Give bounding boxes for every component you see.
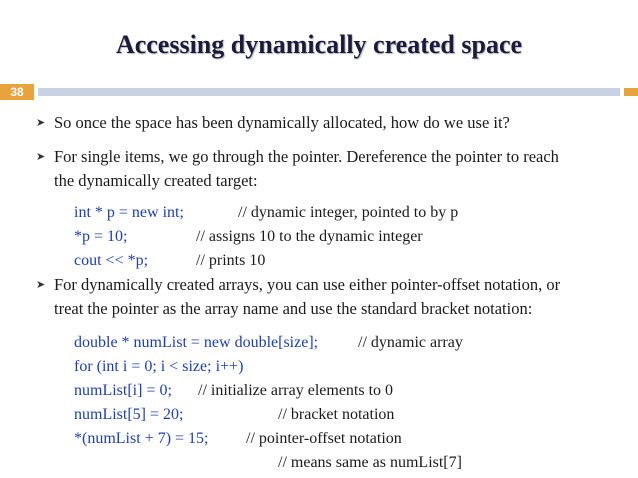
code-line: numList[5] = 20; <box>74 406 184 423</box>
comment-text: // prints 10 <box>196 252 266 269</box>
rule-band <box>38 88 620 96</box>
code-comment <box>358 331 463 355</box>
arrow-bullet-icon: ➤ <box>36 116 46 129</box>
bullet-text-3b: treat the pointer as the array name and use the standard bracket notation: <box>54 299 533 318</box>
comment-text: // dynamic integer, pointed to by p <box>238 204 459 221</box>
comment-text: // assigns 10 to the dynamic integer <box>196 228 423 245</box>
code-line: double * numList = new double[size]; <box>74 334 319 351</box>
slide-title: Accessing dynamically created space <box>115 30 523 59</box>
slide-number: 38 <box>0 84 34 100</box>
code-comment <box>278 451 462 475</box>
comment-text: // initialize array elements to 0 <box>198 382 394 399</box>
code-comment <box>246 427 402 451</box>
code-line: *(numList + 7) = 15; <box>74 430 209 447</box>
bullet-text-2b: the dynamically created target: <box>54 171 258 190</box>
comment-text: // bracket notation <box>278 406 395 423</box>
rule-accent-right <box>624 88 638 96</box>
code-comment <box>196 249 265 273</box>
code-line: numList[i] = 0; <box>74 382 172 399</box>
title-rule <box>0 88 638 96</box>
code-line: for (int i = 0; i < size; i++) <box>74 358 244 375</box>
comment-text: // pointer-offset notation <box>246 430 402 447</box>
bullet-text-3a: For dynamically created arrays, you can use either pointer-offset notation, or <box>54 275 561 294</box>
arrow-bullet-icon: ➤ <box>36 278 46 291</box>
code-comment <box>278 403 394 427</box>
code-line: cout << *p; <box>74 252 149 269</box>
code-comment <box>196 225 423 249</box>
code-comment <box>198 379 393 403</box>
code-line: *p = 10; <box>74 228 128 245</box>
code-comment <box>238 201 458 225</box>
bullet-text-1: So once the space has been dynamically allocated, how do we use it? <box>54 113 510 132</box>
bullet-text-2a: For single items, we go through the pointer. Dereference the pointer to reach <box>54 147 559 166</box>
arrow-bullet-icon: ➤ <box>36 150 46 163</box>
comment-text: // means same as numList[7] <box>278 454 462 471</box>
comment-text: // dynamic array <box>358 334 463 351</box>
code-line: int * p = new int; <box>74 204 184 221</box>
